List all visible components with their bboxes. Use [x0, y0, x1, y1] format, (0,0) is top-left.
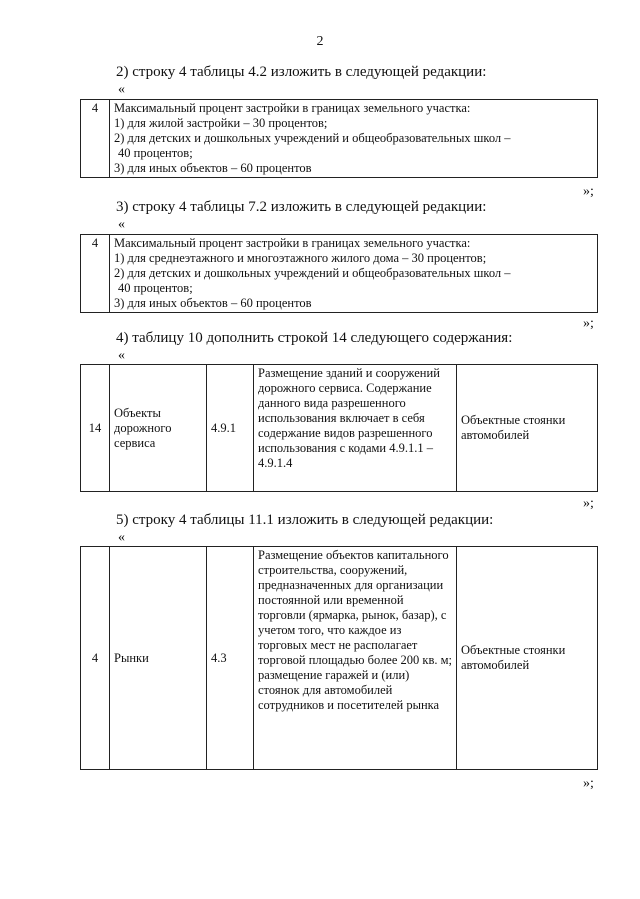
row-number: 4	[81, 100, 110, 178]
row-number: 4	[81, 235, 110, 313]
close-quote-2: »;	[583, 184, 594, 199]
page-number: 2	[316, 34, 324, 49]
text-line: 2) для детских и дошкольных учреждений и общеобразовательных школ –	[114, 131, 511, 145]
instruction-3: 3) строку 4 таблицы 7.2 изложить в следующей редакции:	[116, 199, 487, 215]
close-quote-4: »;	[583, 496, 594, 511]
text-line: 3) для иных объектов – 60 процентов	[114, 296, 312, 310]
row-parking: Объектные стоянки автомобилей	[457, 547, 598, 770]
open-quote-2: «	[118, 82, 125, 97]
text-line: 3) для иных объектов – 60 процентов	[114, 161, 312, 175]
row-parking: Объектные стоянки автомобилей	[457, 365, 598, 492]
row-description: Размещение объектов капитального строительства, сооружений, предназначенных для организации постоянной или временной торговли (ярмарка, рынок, базар), с учетом того, что каждое из торговых мест не располагает торговой площадью более 200 кв. м; размещение гаражей и (или) стоянок для автомобилей сотрудников и посетителей рынка	[254, 547, 457, 770]
text-line: 2) для детских и дошкольных учреждений и общеобразовательных школ –	[114, 266, 511, 280]
instruction-4: 4) таблицу 10 дополнить строкой 14 следующего содержания:	[116, 330, 513, 346]
table-7-2-row	[80, 234, 598, 313]
table-row	[81, 100, 598, 178]
row-number: 4	[81, 547, 110, 770]
text-line: 1) для среднеэтажного и многоэтажного жилого дома – 30 процентов;	[114, 251, 487, 265]
open-quote-3: «	[118, 217, 125, 232]
text-line: 40 процентов;	[118, 281, 193, 295]
instruction-5: 5) строку 4 таблицы 11.1 изложить в следующей редакции:	[116, 512, 494, 528]
text-line: Максимальный процент застройки в границах земельного участка:	[114, 101, 471, 115]
table-10-row	[80, 364, 598, 492]
table-4-2-row	[80, 99, 598, 178]
table-row	[81, 365, 598, 492]
text-line: 1) для жилой застройки – 30 процентов;	[114, 116, 328, 130]
instruction-2: 2) строку 4 таблицы 4.2 изложить в следующей редакции:	[116, 64, 487, 80]
row-code: 4.3	[207, 547, 254, 770]
table-11-1-row	[80, 546, 598, 770]
row-name: Рынки	[110, 547, 207, 770]
row-number: 14	[81, 365, 110, 492]
row-text	[110, 235, 598, 313]
table-row	[81, 547, 598, 770]
open-quote-5: «	[118, 530, 125, 545]
row-code: 4.9.1	[207, 365, 254, 492]
open-quote-4: «	[118, 348, 125, 363]
close-quote-3: »;	[583, 316, 594, 331]
table-row	[81, 235, 598, 313]
row-name: Объекты дорожного сервиса	[110, 365, 207, 492]
row-text	[110, 100, 598, 178]
text-line: Максимальный процент застройки в границах земельного участка:	[114, 236, 471, 250]
text-line: 40 процентов;	[118, 146, 193, 160]
row-description: Размещение зданий и сооружений дорожного сервиса. Содержание данного вида разрешенного использования включает в себя содержание видов разрешенного использования с кодами 4.9.1.1 – 4.9.1.4	[254, 365, 457, 492]
close-quote-5: »;	[583, 776, 594, 791]
